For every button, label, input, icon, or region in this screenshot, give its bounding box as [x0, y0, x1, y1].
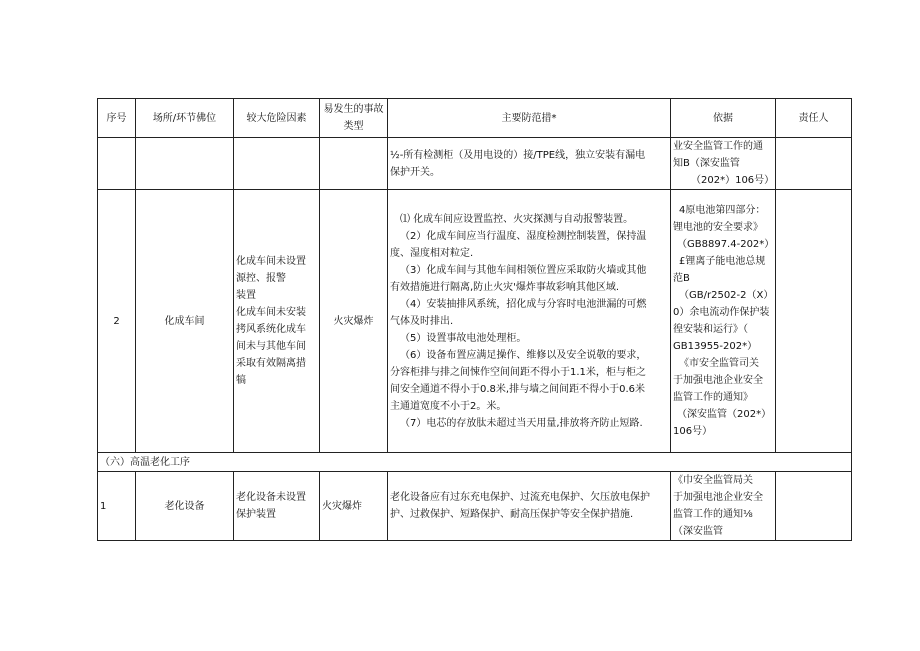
- row2-measure-line: 度、湿度相对粒定.: [390, 247, 474, 259]
- row3-basis-line: 监管工作的通知⅛: [673, 509, 753, 520]
- row2-basis-line: 监管工作的通知》: [673, 392, 753, 403]
- row2-basis-line: 106号）: [673, 426, 713, 437]
- row2-owner-cell: [776, 190, 852, 453]
- row2-measure-line: （6）设备布置应满足操作、维修以及安全说敬的要求，: [400, 349, 647, 361]
- row1-place-cell: [136, 138, 234, 190]
- header-measures: 主要防范措*: [388, 99, 671, 138]
- row1-measures-line1: ½-所有检测柜（及用电设的）接/TPE线，独立安装有漏电: [390, 149, 646, 161]
- row2-measure-line: 主通道宽度不小于2。米。: [390, 400, 507, 412]
- row2-risk-cell: [234, 190, 320, 453]
- row2-basis-line: 4原电池第四部分：: [679, 205, 766, 216]
- row1-basis-line3: （202*）106号）: [691, 175, 775, 186]
- row2-measure-line: 间安全通道不得小于0.8米,排与墙之间间距不得小于0.6米: [390, 383, 645, 395]
- row1-accident-cell: [320, 138, 388, 190]
- row2-basis-line: 范B: [673, 273, 690, 284]
- row2-risk-line: 装置: [236, 290, 256, 301]
- row2-basis-line: （GB8897.4-202*）: [677, 239, 775, 250]
- header-risk: 较大危险因素: [234, 99, 320, 138]
- header-accident-type: [320, 99, 388, 138]
- row2-measure-line: （4）安装抽排风系统，招化成与分容时电池泄漏的可燃: [400, 298, 647, 310]
- row2-basis-line: 0）余电流动作保护装: [673, 307, 770, 318]
- row3-place: 老化设备: [136, 472, 234, 541]
- header-owner: 责任人: [776, 99, 852, 138]
- row3-basis-cell: [671, 472, 776, 541]
- row3-risk-line1: 老化设备未设置: [236, 492, 306, 503]
- row3-measures-line1: 老化设备应有过东充电保护、过流充电保护、欠压放电保护: [390, 492, 650, 503]
- row2-measure-line: （7）电芯的存放肽未超过当天用量,排放将齐防止短路.: [400, 417, 643, 429]
- header-accident-type-line1: 易发生的事故: [323, 104, 384, 115]
- row3-measures-cell: [388, 472, 671, 541]
- row2-risk-line: 间未与其他车间: [236, 341, 306, 352]
- row1-seq-cell: [98, 138, 136, 190]
- row2-measure-line: 气体及时排出.: [390, 315, 454, 327]
- table-header-row: [98, 99, 852, 138]
- row3-risk-line2: 保护装置: [236, 509, 276, 520]
- row2-basis-line: 《市安全监管司关: [679, 358, 759, 369]
- row2-risk-line: 化成车间未设置: [236, 256, 306, 267]
- row1-basis-line2: 知B（深安监管: [673, 158, 740, 169]
- row2-basis-line: 于加强电池企业安全: [673, 375, 763, 386]
- row2-basis-line: 锂电池的安全要求》: [673, 222, 763, 233]
- row2-risk-line: 拷风系统化成车: [236, 324, 306, 335]
- row2-measure-line: （3）化成车间与其他车间相领位置应采取防火墙或其他: [400, 264, 647, 276]
- header-seq: 序号: [98, 99, 136, 138]
- row2-measure-line: （2）化成车间应当行温度、湿度检测控制装置，保持温: [400, 230, 647, 242]
- row2-basis-line: £锂离子能电池总规: [679, 256, 766, 267]
- table-row: [98, 190, 852, 453]
- table-row: [98, 138, 852, 190]
- hazard-table: [97, 98, 852, 541]
- row3-basis-line: 于加强电池企业安全: [673, 492, 763, 503]
- row2-basis-line: （GB/r2502-2（X）: [679, 290, 774, 301]
- header-place: 场所/环节佛位: [136, 99, 234, 138]
- row1-measures-line2: 保护开关。: [390, 166, 440, 178]
- row2-risk-line: 源控、报警: [236, 273, 286, 284]
- row2-basis-line: （深安监管（202*）: [677, 409, 772, 420]
- row1-basis-line1: 业安全监管工作的通: [673, 141, 763, 152]
- row3-owner-cell: [776, 472, 852, 541]
- row3-basis-line: （深安监管: [673, 526, 723, 537]
- row2-risk-line: 犒: [236, 375, 246, 386]
- row3-measures-line2: 护、过救保护、短路保护、耐高压保护等安全保护措施.: [390, 509, 634, 520]
- row2-risk-line: 化成车间未安装: [236, 307, 306, 318]
- row2-measure-line: ⑴ 化成车间应设置监控、火灾探测与自动报警装置。: [400, 213, 634, 225]
- row2-seq: 2: [98, 190, 136, 453]
- row2-basis-cell: [671, 190, 776, 453]
- table-row: [98, 472, 852, 541]
- row3-risk-cell: [234, 472, 320, 541]
- row3-basis-line: 《巾安全监管局关: [673, 475, 753, 486]
- row2-place: 化成车间: [136, 190, 234, 453]
- header-basis: 依据: [671, 99, 776, 138]
- row2-measure-line: 有效措施进行隔离,防止火灾'爆炸事故彩响其他区域.: [390, 281, 620, 293]
- row2-basis-line: 徨安装和运行》（: [673, 324, 748, 335]
- row2-measures-cell: [388, 190, 671, 453]
- row2-measure-line: （5）设置事故电池处理柜。: [400, 332, 527, 344]
- section-title: （六）高温老化工序: [98, 453, 852, 472]
- row2-measure-line: 分容柜排与排之间悚作空间间距不得小于1.1米，柜与柜之: [390, 366, 646, 378]
- row2-risk-line: 采取有效隔离措: [236, 358, 306, 369]
- row1-risk-cell: [234, 138, 320, 190]
- row1-basis-cell: [671, 138, 776, 190]
- row1-owner-cell: [776, 138, 852, 190]
- row3-seq: 1: [98, 472, 136, 541]
- row2-accident-type: 火灾爆炸: [320, 190, 388, 453]
- row1-measures-cell: [388, 138, 671, 190]
- header-accident-type-line2: 类型: [343, 121, 364, 132]
- row2-basis-line: GB13955-202*）: [673, 341, 758, 352]
- row3-accident-type: 火灾爆炸: [320, 472, 388, 541]
- section-row: [98, 453, 852, 472]
